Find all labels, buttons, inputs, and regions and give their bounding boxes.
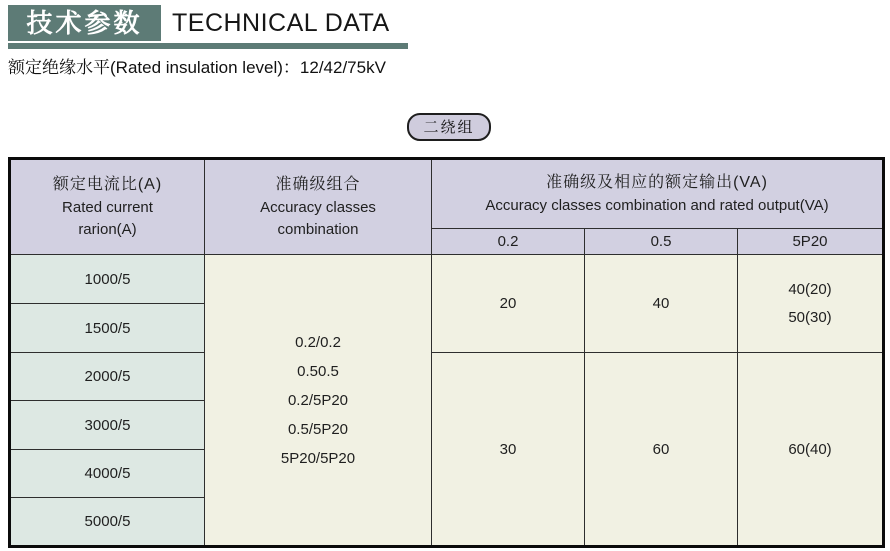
- output-group1-class-0-2: 20: [432, 255, 585, 353]
- technical-data-table-grid: [8, 157, 885, 548]
- header-rated-output-group: [432, 159, 884, 229]
- header-accuracy-classes: [205, 159, 432, 255]
- page-title-en: TECHNICAL DATA: [172, 9, 390, 37]
- header-rated-current-ratio: [10, 159, 205, 255]
- subheader-class-0-2: 0.2: [432, 229, 585, 255]
- header-rated-current-ratio-zh: 额定电流比(A): [52, 176, 163, 193]
- combo-line-5: 5P20/5P20: [280, 449, 356, 467]
- output-group1-5p20-line1: 40(20): [788, 280, 832, 298]
- subheader-class-0-5: 0.5: [585, 229, 738, 255]
- output-group1-5p20-line2: 50(30): [788, 308, 832, 326]
- accuracy-combinations-cell: [205, 255, 432, 547]
- insulation-level-line: 额定绝缘水平(Rated insulation level)：12/42/75kV: [8, 58, 386, 77]
- ratio-cell-2000-5: 2000/5: [10, 353, 205, 401]
- combo-line-3: 0.2/5P20: [287, 391, 349, 409]
- ratio-cell-3000-5: 3000/5: [10, 401, 205, 450]
- winding-type-badge: 二绕组: [407, 113, 491, 141]
- header-rated-output-zh: 准确级及相应的额定输出(VA): [546, 174, 768, 191]
- title-underline-bar: [8, 43, 408, 49]
- output-group2-class-0-5: 60: [585, 353, 738, 547]
- header-accuracy-classes-en2: combination: [277, 221, 359, 238]
- output-group2-class-5p20: 60(40): [738, 353, 884, 547]
- ratio-cell-4000-5: 4000/5: [10, 450, 205, 498]
- ratio-cell-5000-5: 5000/5: [10, 498, 205, 547]
- header-rated-output-en: Accuracy classes combination and rated output(VA): [485, 197, 829, 214]
- header-rated-current-ratio-en2: rarion(A): [78, 221, 137, 238]
- output-group2-class-0-2: 30: [432, 353, 585, 547]
- combo-line-2: 0.50.5: [297, 362, 339, 380]
- subheader-class-5p20: 5P20: [738, 229, 884, 255]
- output-group1-class-5p20: [738, 255, 884, 353]
- combo-line-4: 0.5/5P20: [287, 420, 349, 438]
- technical-data-table: [8, 157, 885, 548]
- output-group1-class-0-5: 40: [585, 255, 738, 353]
- header-accuracy-classes-en1: Accuracy classes: [260, 199, 376, 216]
- ratio-cell-1000-5: 1000/5: [10, 255, 205, 304]
- ratio-cell-1500-5: 1500/5: [10, 304, 205, 353]
- page-title-zh: 技术参数: [8, 5, 161, 41]
- header-accuracy-classes-zh: 准确级组合: [275, 176, 361, 193]
- header-rated-current-ratio-en1: Rated current: [62, 199, 153, 216]
- combo-line-1: 0.2/0.2: [295, 333, 341, 351]
